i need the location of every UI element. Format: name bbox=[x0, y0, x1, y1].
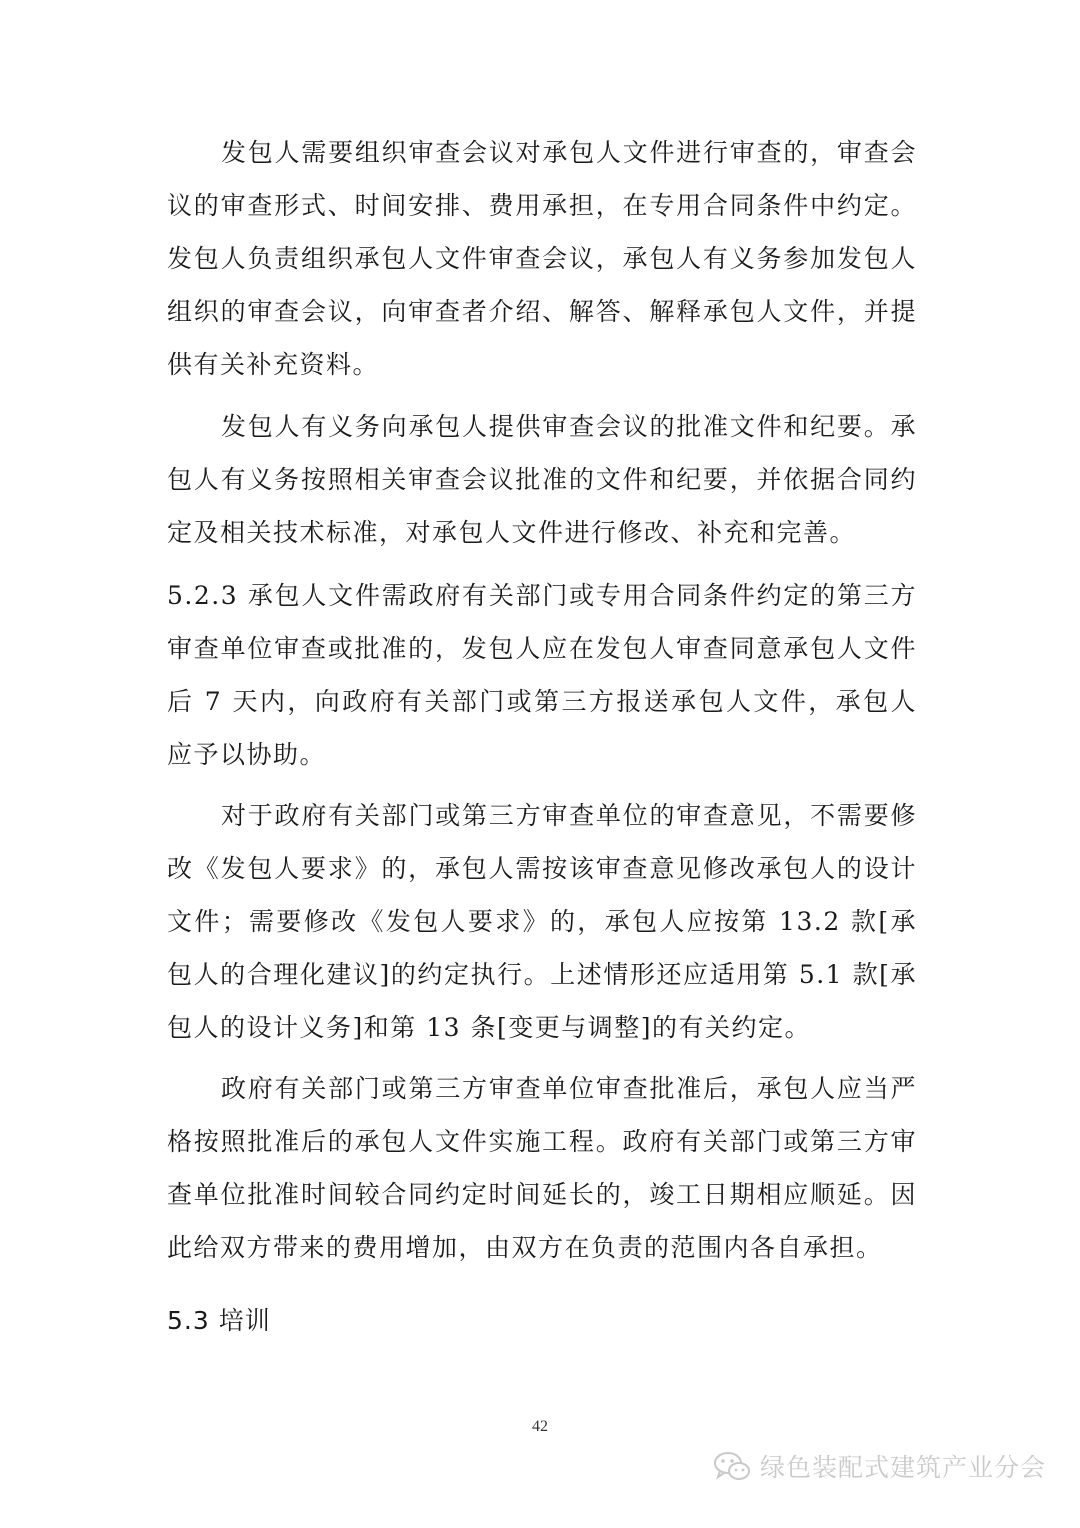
paragraph-review-opinions: 对于政府有关部门或第三方审查单位的审查意见，不需要修改《发包人要求》的，承包人需按该审查意见修改承包人的设计文件；需要修改《发包人要求》的，承包人应按第 13.2 款[承包人的合理化建议]的约定执行。上述情形还应适用第 5.1 款[承包人的设计义务]和第 13 条[变更与调整]的有关约定。 bbox=[167, 801, 917, 1042]
section-heading-training: 5.3 培训 bbox=[167, 1306, 271, 1335]
page-number: 42 bbox=[532, 1418, 548, 1435]
paragraph-clause-5-2-3: 5.2.3 承包人文件需政府有关部门或专用合同条件约定的第三方审查单位审查或批准的，发包人应在发包人审查同意承包人文件后 7 天内，向政府有关部门或第三方报送承包人文件，承包人应予以协助。 bbox=[167, 581, 917, 769]
paragraph-approval-documents: 发包人有义务向承包人提供审查会议的批准文件和纪要。承包人有义务按照相关审查会议批准的文件和纪要，并依据合同约定及相关技术标准，对承包人文件进行修改、补充和完善。 bbox=[167, 412, 917, 547]
paragraph-review-meeting: 发包人需要组织审查会议对承包人文件进行审查的，审查会议的审查形式、时间安排、费用承担，在专用合同条件中约定。发包人负责组织承包人文件审查会议，承包人有义务参加发包人组织的审查会议，向审查者介绍、解答、解释承包人文件，并提供有关补充资料。 bbox=[167, 138, 917, 379]
wechat-icon bbox=[712, 1449, 752, 1483]
watermark-text: 绿色装配式建筑产业分会 bbox=[759, 1453, 1046, 1482]
watermark bbox=[712, 1448, 1046, 1484]
paragraph-after-approval: 政府有关部门或第三方审查单位审查批准后，承包人应当严格按照批准后的承包人文件实施工程。政府有关部门或第三方审查单位批准时间较合同约定时间延长的，竣工日期相应顺延。因此给双方带来的费用增加，由双方在负责的范围内各自承担。 bbox=[167, 1074, 917, 1262]
